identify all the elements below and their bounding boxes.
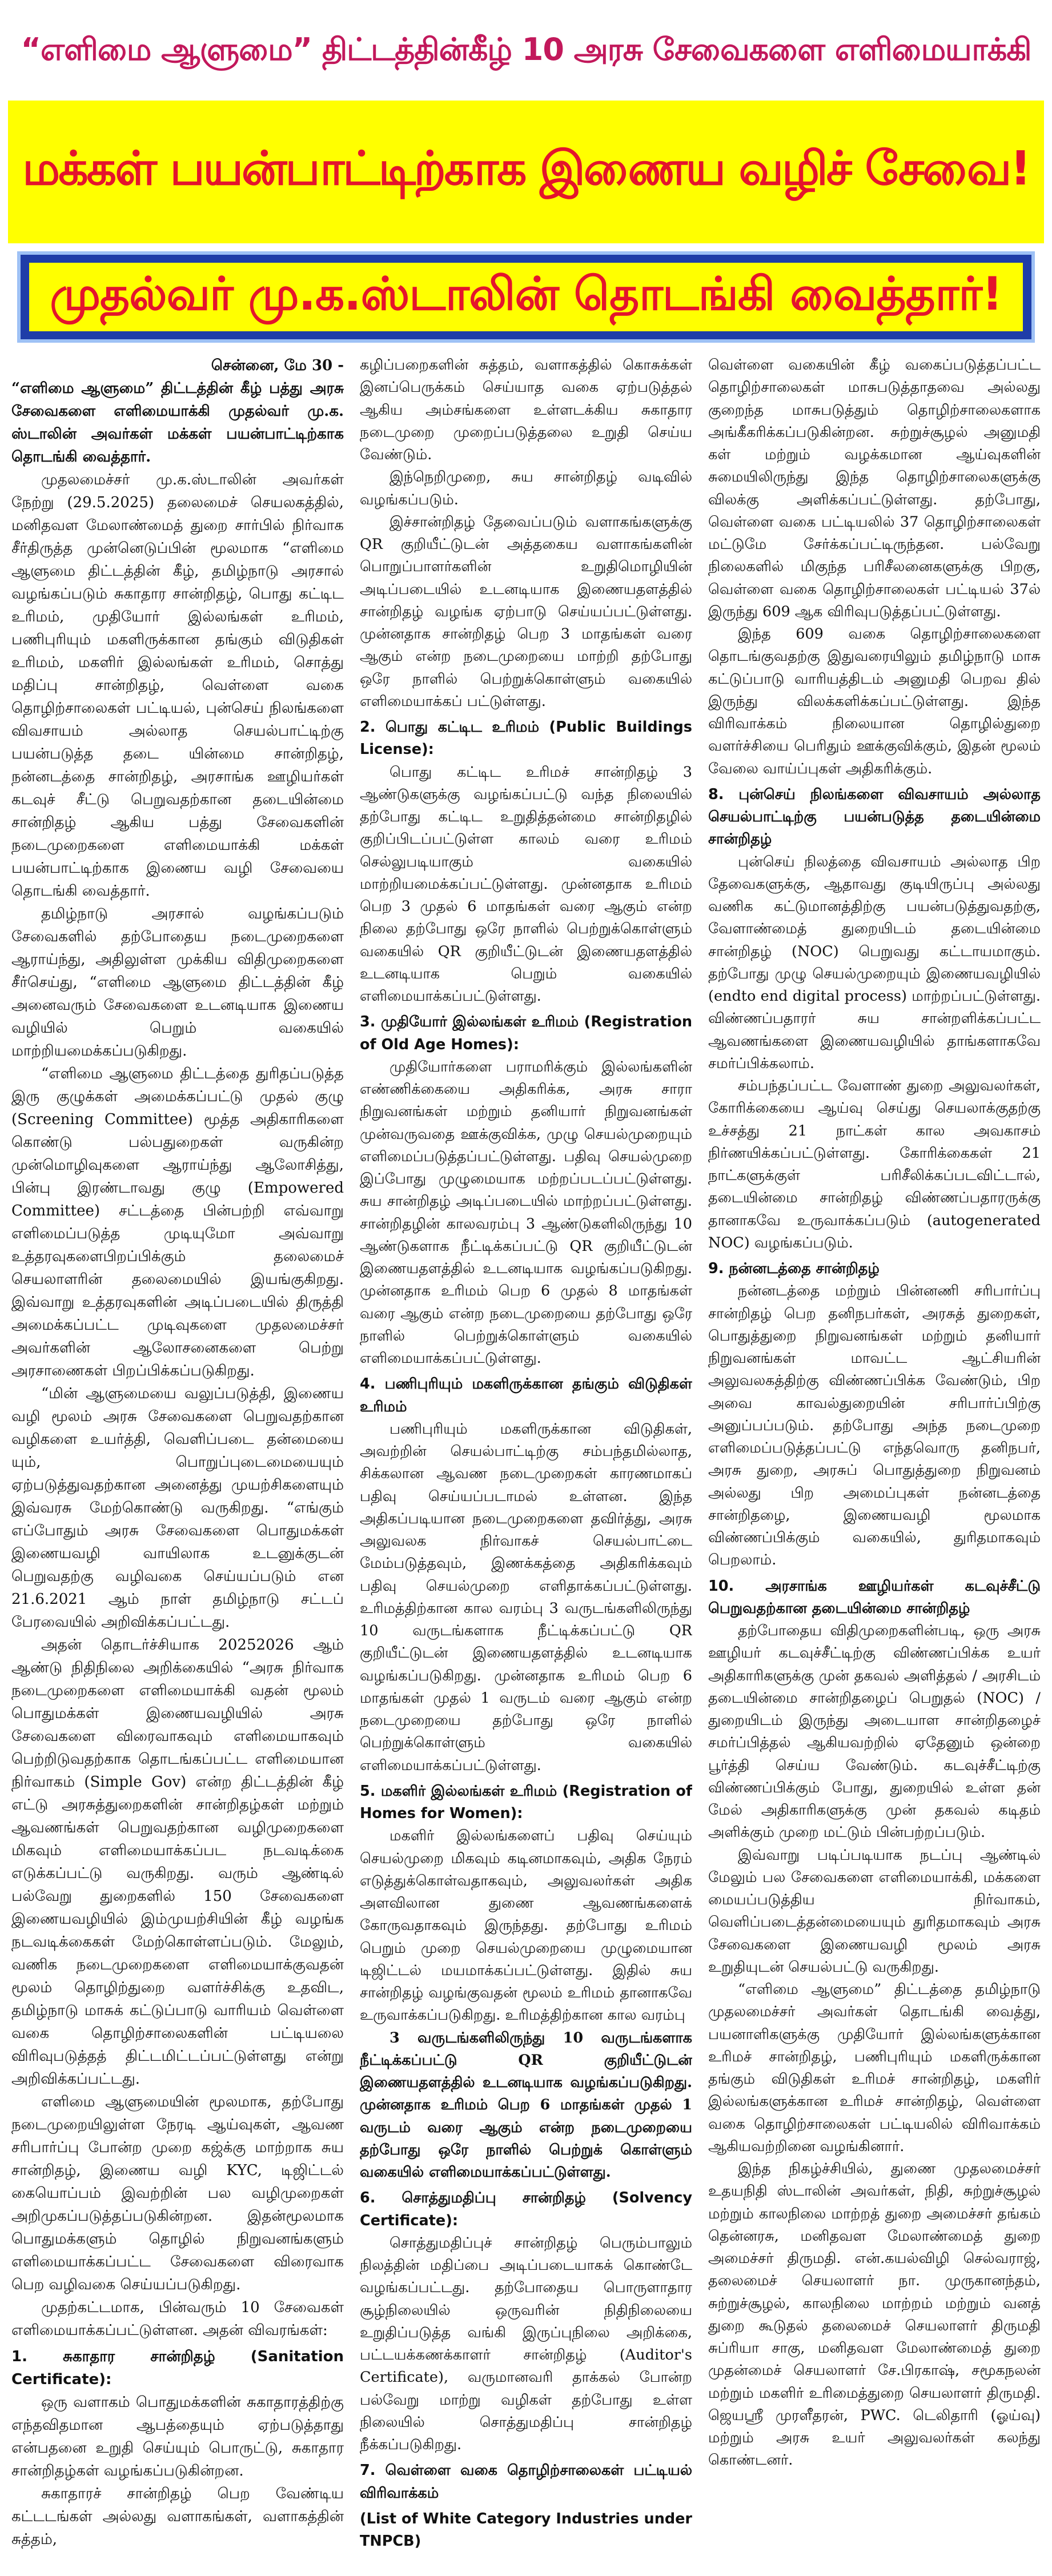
headline-main (8, 101, 1044, 243)
paragraph: இந்த நிகழ்ச்சியில், துணை முதலமைச்சர் உதயநிதி ஸ்டாலின் அவர்கள், நிதி, சுற்றுச்சூழல் மற்றும் காலநிலை மாற்றத் துறை அமைச்சர் தங்கம் தென்னரசு, மனிதவள மேலாண்மைத் துறை அமைச்சர் திருமதி. என்.கயல்விழி செல்வராஜ், தலைமைச் செயலாளர் நா. முருகானந்தம், சுற்றுச்சூழல், காலநிலை மாற்றம் மற்றும் வனத் துறை கூடுதல் தலைமைச் செயலாளர் திருமதி சுப்ரியா சாகு, மனிதவள மேலாண்மைத் துறை முதன்மைச் செயலாளர் சே.பிரகாஷ், சமூகநலன் மற்றும் மகளிர் உரிமைத்துறை செயலாளர் திருமதி. ஜெயஸ்ரீ முரளீதரன், PWC. டெலிதாரி (ஓய்வு) மற்றும் அரசு உயர் அலுவலர்கள் கலந்து கொண்டனர். (708, 2160, 1041, 2469)
paragraph: கழிப்பறைகளின் சுத்தம், வளாகத்தில் கொசுக்கள் இனப்பெருக்கம் செய்யாத வகை ஏற்படுத்தல் ஆகிய அம்சங்களை உள்ளடக்கிய சுகாதார நடைமுறை முறைப்படுத்தலை உறுதி செய்ய வேண்டும். (360, 356, 692, 463)
headline-main-text: மக்கள் பயன்பாட்டிற்காக இணைய வழிச் சேவை! (22, 142, 1030, 196)
paragraph: மகளிர் இல்லங்களைப் பதிவு செய்யும் செயல்முறை மிகவும் கடினமாகவும், அதிக நேரம் எடுத்துக்கொள்வதாகவும், அலுவலர்கள் அதிக அளவிலான துணை ஆவணங்களைக் கோருவதாகவும் இருந்தது. தற்போது உரிமம் பெறும் முறை செயல்முறையை முழுமையான டிஜிட்டல் மயமாக்கப்பட்டுள்ளது. இதில் சுய சான்றிதழ் வழங்குவதன் மூலம் உரிமம் தானாகவே உருவாக்கப்படுகிறது. உரிமத்திற்கான கால வரம்பு (360, 1827, 692, 2024)
section-heading-4: 4. பணிபுரியும் மகளிருக்கான தங்கும் விடுதிகள் உரிமம் (360, 1375, 692, 1415)
paragraph: “மின் ஆளுமையை வலுப்படுத்தி, இணைய வழி மூலம் அரசு சேவைகளை பெறுவதற்கான வழிகளை உயர்த்தி, வெளிப்படை தன்மையை யும், பொறுப்புடைமையையும் ஏற்படுத்துவதற்கான அனைத்து முயற்சிகளையும் இவ்வரசு மேற்கொண்டு வருகிறது. “எங்கும் எப்போதும் அரசு சேவைகளை பொதுமக்கள் இணையவழி வாயிலாக உடனுக்குடன் பெறுவதற்கு வழிவகை செய்யப்படும் என 21.6.2021 ஆம் நாள் தமிழ்நாடு சட்டப் பேரவையில் அறிவிக்கப்பட்டது. (11, 1385, 344, 1631)
article-columns (11, 354, 1041, 2570)
paragraph: “எளிமை ஆளுமை” திட்டத்தை தமிழ்நாடு முதலமைச்சர் அவர்கள் தொடங்கி வைத்து, பயனாளிகளுக்கு முதியோர் இல்லங்களுக்கான உரிமச் சான்றிதழ், பணிபுரியும் மகளிருக்கான தங்கும் விடுதிகள் உரிமச் சான்றிதழ், மகளிர் இல்லங்களுக்கான உரிமச் சான்றிதழ், வெள்ளை வகை தொழிற்சாலைகள் பட்டியலில் விரிவாக்கம் ஆகியவற்றினை வழங்கினார். (708, 1981, 1041, 2155)
paragraph: இவ்வாறு படிப்படியாக நடப்பு ஆண்டில் மேலும் பல சேவைகளை எளிமையாக்கி, மக்களை மையப்படுத்திய நிர்வாகம், வெளிப்படைத்தன்மையையும் துரிதமாகவும் அரசு சேவைகளை இணையவழி மூலம் அரசு உறுதியுடன் செயல்பட்டு வருகிறது. (708, 1846, 1041, 1976)
section-heading-10: 10. அரசாங்க ஊழியர்கள் கடவுச்சீட்டு பெறுவதற்கான தடையின்மை சான்றிதழ் (708, 1577, 1041, 1617)
section-heading-5: 5. மகளிர் இல்லங்கள் உரிமம் (Registration of Homes for Women): (360, 1782, 692, 1822)
paragraph: இச்சான்றிதழ் தேவைப்படும் வளாகங்களுக்கு QR குறியீட்டுடன் அத்தகைய வளாகங்களின் பொறுப்பாளர்களின் உறுதிமொழியின் அடிப்படையில் உடனடியாக இணையதளத்தில் சான்றிதழ் வழங்க ஏற்பாடு செய்யப்பட்டுள்ளது. முன்னதாக சான்றிதழ் பெற 3 மாதங்கள் வரை ஆகும் என்ற நடைமுறையை மாற்றி தற்போது ஒரே நாளில் பெற்றுக்கொள்ளும் வகையில் எளிமையாக்கப் பட்டுள்ளது. (360, 513, 692, 710)
paragraph: முதியோர்களை பராமரிக்கும் இல்லங்களின் எண்ணிக்கையை அதிகரிக்க, அரசு சாரா நிறுவனங்கள் மற்றும் தனியார் நிறுவனங்கள் முன்வருவதை ஊக்குவிக்க, முழு செயல்முறையும் எளிமைப்படுத்தப்பட்டுள்ளது. பதிவு செயல்முறை இப்போது முழுமையாக மற்றப்படப்பட்டுள்ளது. சுய சான்றிதழ் அடிப்படையில் மாற்றப்பட்டுள்ளது. சான்றிதழின் காலவரம்பு 3 ஆண்டுகளிலிருந்து 10 ஆண்டுகளாக நீட்டிக்கப்பட்டு QR குறியீட்டுடன் இணையதளத்தில் உடனடியாக வழங்கப்படுகிறது. முன்னதாக உரிமம் பெற 6 முதல் 8 மாதங்கள் வரை ஆகும் என்ற நடைமுறையை தற்போது ஒரே நாளில் பெற்றுக்கொள்ளும் வகையில் எளிமையாக்கப்பட்டுள்ளது. (360, 1058, 692, 1367)
paragraph: சம்பந்தப்பட்ட வேளாண் துறை அலுவலர்கள், கோரிக்கையை ஆய்வு செய்து செயலாக்குதற்கு உச்சத்து 21 நாட்கள் கால அவகாசம் நிர்ணயிக்கப்பட்டுள்ளது. கோரிக்கைகள் 21 நாட்களுக்குள் பரிசீலிக்கப்படவிட்டால், தடையின்மை சான்றிதழ் விண்ணப்பதாரருக்கு தானாகவே உருவாக்கப்படும் (autogenerated NOC) வழங்கப்படும். (708, 1077, 1041, 1251)
paragraph: தமிழ்நாடு அரசால் வழங்கப்படும் சேவைகளில் தற்போதைய நடைமுறைகளை ஆராய்ந்து, அதிலுள்ள முக்கிய விதிமுறைகளை சீர்செய்து, “எளிமை ஆளுமை திட்டத்தின் கீழ் அனைவரும் சேவைகளை உடனடியாக இணைய வழியில் பெறும் வகையில் மாற்றியமைக்கப்படுகிறது. (11, 905, 344, 1060)
paragraph: பணிபுரியும் மகளிருக்கான விடுதிகள், அவற்றின் செயல்பாட்டிற்கு சம்பந்தமில்லாத, சிக்கலான ஆவண நடைமுறைகள் காரணமாகப் பதிவு செய்யப்படாமல் உள்ளன. இந்த அதிகப்படியான நடைமுறைகளை தவிர்த்து, அரசு அலுவலக நிர்வாகச் செயல்பாட்டை மேம்படுத்தவும், இணக்கத்தை அதிகரிக்கவும் பதிவு செயல்முறை எளிதாக்கப்பட்டுள்ளது. உரிமத்திற்கான கால வரம்பு 3 வருடங்களிலிருந்து 10 வருடங்களாக நீட்டிக்கப்பட்டு QR குறியீட்டுடன் இணையதளத்தில் உடனடியாக வழங்கப்படுகிறது. முன்னதாக உரிமம் பெற 6 மாதங்கள் முதல் 1 வருடம் வரை ஆகும் என்ற நடைமுறையை தற்போது ஒரே நாளில் பெற்றுக்கொள்ளும் வகையில் எளிமையாக்கப்பட்டுள்ளது. (360, 1420, 692, 1774)
article-column-3 (708, 354, 1041, 2570)
section-heading-2: 2. பொது கட்டிட உரிமம் (Public Buildings License): (360, 719, 692, 759)
paragraph: புன்செய் நிலத்தை விவசாயம் அல்லாத பிற தேவைகளுக்கு, ஆதாவது குடியிருப்பு அல்லது வணிக கட்டுமானத்திற்கு பயன்படுத்துவதற்கு, வேளாண்மைத் துறையிடம் தடையின்மை சான்றிதழ் (NOC) பெறுவது கட்டாயமாகும். தற்போது முழு செயல்முறையும் இணையவழியில் (endto end digital process) மாற்றப்பட்டுள்ளது. விண்ணப்பதாரர் சுய சான்றளிக்கப்பட்ட ஆவணங்களை இணையவழியில் தாங்களாகவே சமர்ப்பிக்கலாம். (708, 853, 1041, 1072)
subheadline-banner (17, 251, 1035, 343)
section-heading-7: 7. வெள்ளை வகை தொழிற்சாலைகள் பட்டியல் விரிவாக்கம் (360, 2462, 692, 2502)
paragraph: சுகாதாரச் சான்றிதழ் பெற வேண்டிய கட்டடங்கள் அல்லது வளாகங்கள், வளாகத்தின் சுத்தம், (11, 2485, 344, 2548)
section-heading-3: 3. முதியோர் இல்லங்கள் உரிமம் (Registration of Old Age Homes): (360, 1013, 692, 1053)
paragraph: பொது கட்டிட உரிமச் சான்றிதழ் 3 ஆண்டுகளுக்கு வழங்கப்பட்டு வந்த நிலையில் தற்போது கட்டிட உறுதித்தன்மை சான்றிதழில் குறிப்பிடப்பட்டுள்ள காலம் வரை உரிமம் செல்லுபடியாகும் வகையில் மாற்றியமைக்கப்பட்டுள்ளது. முன்னதாக உரிமம் பெற 3 முதல் 6 மாதங்கள் வரை ஆகும் என்ற நிலை தற்போது ஒரே நாளில் பெற்றுக்கொள்ளும் வகையில் QR குறியீட்டுடன் இணையதளத்தில் உடனடியாக பெறும் வகையில் எளிமையாக்கப்பட்டுள்ளது. (360, 763, 692, 1005)
section-heading-1: 1. சுகாதார சான்றிதழ் (Sanitation Certificate): (11, 2348, 344, 2388)
section-heading-7-sub: (List of White Category Industries under TNPCB) (360, 2510, 692, 2550)
headline-top (0, 0, 1052, 103)
paragraph: அதன் தொடர்ச்சியாக 20252026 ஆம் ஆண்டு நிதிநிலை அறிக்கையில் “அரசு நிர்வாக நடைமுறைகளை எளிமையாக்கி வதன் மூலம் பொதுமக்கள் இணையவழியில் அரசு சேவைகளை விரைவாகவும் எளிமையாகவும் பெற்றிடுவதற்காக தொடங்கப்பட்ட எளிமையான நிர்வாகம் (Simple Gov) என்ற திட்டத்தின் கீழ் எட்டு அரசுத்துறைகளின் சான்றிதழ்கள் மற்றும் ஆவணங்கள் பெறுவதற்கான வழிமுறைகளை மிகவும் எளிமையாக்கப்பட நடவடிக்கை எடுக்கப்பட்டு வருகிறது. வரும் ஆண்டில் பல்வேறு துறைகளில் 150 சேவைகளை இணையவழியில் இம்முயற்சியின் கீழ் வழங்க நடவடிக்கைகள் மேற்கொள்ளப்படும். மேலும், வணிக நடைமுறைகளை எளிமையாக்குவதன் மூலம் தொழிற்துறை வளர்ச்சிக்கு உதவிட, தமிழ்நாடு மாசுக் கட்டுப்பாடு வாரியம் வெள்ளை வகை தொழிற்சாலைகளின் பட்டியலை விரிவுபடுத்தத் திட்டமிட்டப்பட்டுள்ளது என்று அறிவிக்கப்பட்டது. (11, 1636, 344, 2088)
section-heading-9: 9. நன்னடத்தை சான்றிதழ் (708, 1260, 880, 1277)
paragraph: இந்த 609 வகை தொழிற்சாலைகளை தொடங்குவதற்கு இதுவரையிலும் தமிழ்நாடு மாசு கட்டுப்பாடு வாரியத்திடம் அனுமதி பெறவ தில் இருந்து விலக்களிக்கப்பட்டுள்ளது. இந்த விரிவாக்கம் நிலையான தொழில்துறை வளர்ச்சியை பெரிதும் ஊக்குவிக்கும், இதன் மூலம் வேலை வாய்ப்புகள் அதிகரிக்கும். (708, 625, 1041, 777)
section-heading-6: 6. சொத்துமதிப்பு சான்றிதழ் (Solvency Certificate): (360, 2189, 692, 2229)
subheadline-text: முதல்வர் மு.க.ஸ்டாலின் தொடங்கி வைத்தார்! (29, 263, 1023, 331)
paragraph: “எளிமை ஆளுமை திட்டத்தை துரிதப்படுத்த இரு குழுக்கள் அமைக்கப்பட்டு முதல் குழு (Screening Committee) மூத்த அதிகாரிகளை கொண்டு பல்பதுறைகள் வருகின்ற முன்மொழிவுகளை ஆராய்ந்து ஆலோசித்து, பின்பு இரண்டாவது குழு (Empowered Committee) சட்டத்தை பின்பற்றி எவ்வாறு எளிமைப்படுத்த முடியுமோ அவ்வாறு உத்தரவுகளைபிறப்பிக்கும் தலைமைச் செயலாளரின் தலைமையில் இயங்குகிறது. இவ்வாறு உத்தரவுகளின் அடிப்படையில் திருத்தி அமைக்கப்பட்ட முடிவுகளை முதலமைச்சர் அவர்களின் ஆலோசனைகளை பெற்று அரசாணைகள் பிறப்பிக்கப்படுகிறது. (11, 1065, 344, 1379)
headline-top-text: “எளிமை ஆளுமை” திட்டத்தின்கீழ் 10 அரசு சேவைகளை எளிமையாக்கி (21, 31, 1031, 67)
article-column-2 (360, 354, 692, 2570)
paragraph: ஒரு வளாகம் பொதுமக்களின் சுகாதாரத்திற்கு எந்தவிதமான ஆபத்தையும் ஏற்படுத்தாது என்பதனை உறுதி செய்யும் பொருட்டு, சுகாதார சான்றிதழ்கள் வழங்கப்படுகின்றன. (11, 2394, 344, 2479)
dateline: சென்னை, மே 30 - (211, 357, 344, 374)
article-lead: “எளிமை ஆளுமை” திட்டத்தின் கீழ் பத்து அரசு சேவைகளை எளிமையாக்கி முதல்வர் மு.க. ஸ்டாலின் அவர்கள் மக்கள் பயன்பாட்டிற்காக தொடங்கி வைத்தார். (11, 380, 344, 466)
paragraph: எளிமை ஆளுமையின் மூலமாக, தற்போது நடைமுறையிலுள்ள நேரடி ஆய்வுகள், ஆவண சரிபார்ப்பு போன்ற முறை கஜ்க்கு மாற்றாக சுய சான்றிதழ், இணைய வழி KYC, டிஜிட்டல் கையொப்பம் இவற்றின் பல வழிமுறைகள் அறிமுகப்படுத்தப்படுகின்றன. இதன்மூலமாக பொதுமக்களும் தொழில் நிறுவனங்களும் எளிமையாக்கப்பட்ட சேவைகளை விரைவாக பெற வழிவகை செய்யப்படுகிறது. (11, 2093, 344, 2293)
paragraph: தற்போதைய விதிமுறைகளின்படி, ஒரு அரசு ஊழியர் கடவுச்சீட்டிற்கு விண்ணப்பிக்க உயர் அதிகாரிகளுக்கு முன் தகவல் அளித்தல் / அரசிடம் தடையின்மை சான்றிதழைப் பெறுதல் (NOC) / துறையிடம் இருந்து அடையாள சான்றிதழைச் சமர்ப்பித்தல் ஆகியவற்றில் ஏதேனும் ஒன்றை பூர்த்தி செய்ய வேண்டும். கடவுச்சீட்டிற்கு விண்ணப்பிக்கும் போது, துறையில் உள்ள தன் மேல் அதிகாரிகளுக்கு முன் தகவல் கடிதம் அளிக்கும் முறை மட்டும் பின்பற்றப்படும். (708, 1622, 1041, 1841)
paragraph: முதற்கட்டமாக, பின்வரும் 10 சேவைகள் எளிமையாக்கப்பட்டுள்ளன. அதன் விவரங்கள்: (11, 2299, 344, 2339)
section-heading-8: 8. புன்செய் நிலங்களை விவசாயம் அல்லாத செயல்பாட்டிற்கு பயன்படுத்த தடையின்மை சான்றிதழ் (708, 785, 1041, 848)
paragraph: நன்னடத்தை மற்றும் பின்னணி சரிபார்ப்பு சான்றிதழ் பெற தனிநபர்கள், அரசுத் துறைகள், பொதுத்துறை நிறுவனங்கள் மற்றும் தனியார் நிறுவனங்கள் மாவட்ட ஆட்சியரின் அலுவலகத்திற்கு விண்ணப்பிக்க வேண்டும், பிற அவை காவல்துறையின் சரிபார்ப்பிற்கு அனுப்பப்படும். தற்போது அந்த நடைமுறை எளிமைப்படுத்தப்பட்டு எந்தவொரு தனிநபர், அரசு துறை, அரசுப் பொதுத்துறை நிறுவனம் அல்லது பிற அமைப்புகள் நன்னடத்தை சான்றிதழை, இணையவழி மூலமாக விண்ணப்பிக்கும் வகையில், துரிதமாகவும் பெறலாம். (708, 1282, 1041, 1569)
article-column-1 (11, 354, 344, 2570)
paragraph: முதலமைச்சர் மு.க.ஸ்டாலின் அவர்கள் நேற்று (29.5.2025) தலைமைச் செயலகத்தில், மனிதவள மேலாண்மைத் துறை சார்பில் நிர்வாக சீர்திருத்த முன்னெடுப்பின் மூலமாக “எளிமை ஆளுமை திட்டத்தின் கீழ், தமிழ்நாடு அரசால் வழங்கப்படும் சுகாதார சான்றிதழ், பொது கட்டிட உரிமம், முதியோர் இல்லங்கள் உரிமம், பணிபுரியும் மகளிருக்கான தங்கும் விடுதிகள் உரிமம், மகளிர் இல்லங்கள் உரிமம், சொத்து மதிப்பு சான்றிதழ், வெள்ளை வகை தொழிற்சாலைகள் பட்டியல், புன்செய் நிலங்களை விவசாயம் அல்லாத செயல்பாட்டிற்கு பயன்படுத்த தடை யின்மை சான்றிதழ், நன்னடத்தை சான்றிதழ், அரசாங்க ஊழியர்கள் கடவுச் சீட்டு பெறுவதற்கான தடையின்மை சான்றிதழ் ஆகிய பத்து சேவைகளின் நடைமுறைகளை எளிமையாக்கி மக்கள் பயன்பாட்டிற்காக இணைய வழி சேவையை தொடங்கி வைத்தார். (11, 471, 344, 900)
paragraph: சொத்துமதிப்புச் சான்றிதழ் பெரும்பாலும் நிலத்தின் மதிப்பை அடிப்படையாகக் கொண்டே வழங்கப்பட்டது. தற்போதைய பொருளாதார சூழ்நிலையில் ஒருவரின் நிதிநிலையை உறுதிப்படுத்த வங்கி இருப்புநிலை அறிக்கை, பட்டயக்கணக்காளர் சான்றிதழ் (Auditor's Certificate), வருமானவரி தாக்கல் போன்ற பல்வேறு மாற்று வழிகள் தற்போது உள்ள நிலையில் சொத்துமதிப்பு சான்றிதழ் நீக்கப்படுகிறது. (360, 2234, 692, 2453)
paragraph: வெள்ளை வகையின் கீழ் வகைப்படுத்தப்பட்ட தொழிற்சாலைகள் மாசுபடுத்தாதவை அல்லது குறைந்த மாசுபடுத்தும் தொழிற்சாலைகளாக அங்கீகரிக்கப்படுகின்றன. சுற்றுச்சூழல் அனுமதி கள் மற்றும் வழக்கமான ஆய்வுகளின் சுமையிலிருந்து இந்த தொழிற்சாலைகளுக்கு விலக்கு அளிக்கப்பட்டுள்ளது. தற்போது, வெள்ளை வகை பட்டியலில் 37 தொழிற்சாலைகள் மட்டுமே சேர்க்கப்பட்டிருந்தன. பல்வேறு நிலைகளில் மிகுந்த பரிசீலனைகளுக்கு பிறகு, வெள்ளை வகை தொழிற்சாலைகள் பட்டியல் 37ல் இருந்து 609 ஆக விரிவுபடுத்தப்பட்டுள்ளது. (708, 356, 1041, 620)
paragraph: இந்நெறிமுறை, சுய சான்றிதழ் வடிவில் வழங்கப்படும். (360, 468, 692, 508)
paragraph: 3 வருடங்களிலிருந்து 10 வருடங்களாக நீட்டிக்கப்பட்டு QR குறியீட்டுடன் இணையதளத்தில் உடனடியாக வழங்கப்படுகிறது. முன்னதாக உரிமம் பெற 6 மாதங்கள் முதல் 1 வருடம் வரை ஆகும் என்ற நடைமுறையை தற்போது ஒரே நாளில் பெற்றுக் கொள்ளும் வகையில் எளிமையாக்கப்பட்டுள்ளது. (360, 2029, 692, 2181)
